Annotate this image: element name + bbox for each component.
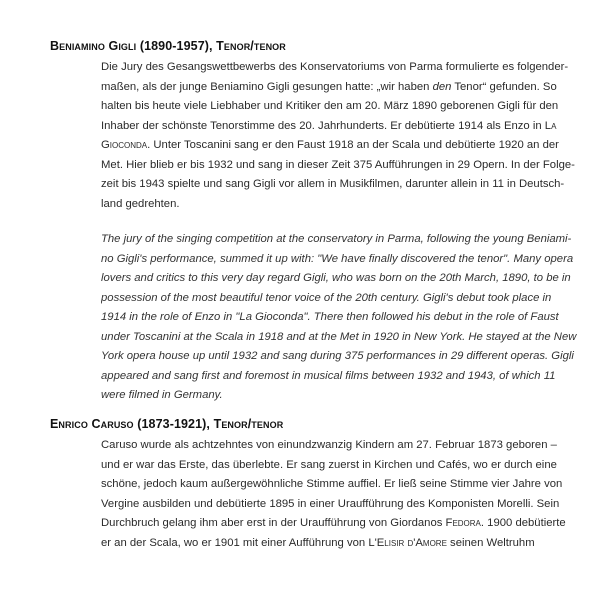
section-gigli (0, 38, 600, 406)
opera-title: Gioconda (101, 139, 148, 151)
english-biography (101, 230, 583, 406)
opera-title: L'Elisir d'Amore (368, 536, 447, 549)
text-line: York opera house up until 1932 and sang during 375 performances in 29 different operas. Gigli (101, 350, 574, 362)
text-line: halten bis heute viele Liebhaber und Kritiker den am 20. März 1890 geborenen Gigli für den (101, 100, 559, 112)
text-line: zeit bis 1943 spielte und sang Gigli vor allem in Musikfilmen, darunter allein in 11 in Deutsch- (101, 178, 565, 190)
text-line: land gedrehten. (101, 197, 180, 210)
section-heading (50, 416, 590, 432)
german-biography (101, 436, 583, 553)
text-line: Vergine ausbilden und debütierte 1895 in einer Uraufführung des Komponisten Morelli. Sein (101, 497, 560, 510)
emphasis-text: den (432, 80, 452, 93)
text-line (101, 136, 583, 156)
artist-role: Tenor/tenor (216, 39, 286, 53)
opera-title: Fedora (445, 517, 481, 529)
german-biography (101, 58, 583, 214)
text-fragment: . Unter Toscanini sang er den Faust 1918 an der Scala und debütierte 1920 an der (147, 139, 559, 151)
text-fragment: . 1900 debütierte (480, 517, 566, 529)
text-fragment: Durchbruch gelang ihm aber erst in der Uraufführung von Giordanos (101, 517, 446, 529)
text-line: 1914 in the role of Enzo in "La Gioconda". There then followed his debut in the role of Faust (101, 311, 559, 323)
artist-dates: (1873-1921), (137, 417, 210, 431)
text-line: Met. Hier blieb er bis 1932 und sang in dieser Zeit 375 Aufführungen in 29 Opern. In der Folge- (101, 158, 575, 171)
opera-title: La (544, 119, 557, 132)
text-line (101, 78, 583, 98)
text-line: appeared and sang first and foremost in musical films between 1932 and 1943, of which 11 (101, 369, 556, 382)
text-line: schöne, jedoch kaum außergewöhnliche Stimme auffiel. Er ließ seine Stimme vier Jahre von (101, 478, 563, 490)
text-fragment: er an der Scala, wo er 1901 mit einer Aufführung von (101, 536, 369, 549)
artist-dates: (1890-1957), (139, 39, 213, 53)
text-line: The jury of the singing competition at the conservatory in Parma, following the young Beniami- (101, 233, 572, 245)
text-line: no Gigli's performance, summed it up with: "We have finally discovered the tenor". Many opera (101, 252, 574, 265)
text-fragment: Inhaber der schönste Tenorstimme des 20. Jahrhunderts. Er debütierte 1914 als Enzo in (101, 119, 545, 132)
artist-name: Enrico Caruso (50, 417, 134, 431)
text-line: und er war das Erste, das überlebte. Er sang zuerst in Kirchen und Cafés, wo er durch eine (101, 458, 557, 471)
section-caruso (0, 416, 600, 553)
text-line: Die Jury des Gesangswettbewerbs des Konservatoriums von Parma formulierte es folgender- (101, 61, 569, 73)
text-line: lovers and critics to this very day regard Gigli, who was born on the 20th March, 1890, to be in (101, 272, 571, 284)
text-line: were filmed in Germany. (101, 389, 223, 401)
text-line: possession of the most beautiful tenor voice of the 20th century. Gigli's debut took place in (101, 291, 552, 304)
text-line (101, 514, 583, 534)
artist-name: Beniamino Gigli (50, 39, 137, 53)
artist-role: Tenor/tenor (213, 417, 284, 431)
text-fragment: seinen Weltruhm (446, 536, 535, 549)
text-fragment: Tenor“ gefunden. So (451, 80, 557, 93)
text-fragment: maßen, als der junge Beniamino Gigli gesungen hatte: „wir haben (101, 80, 433, 93)
text-line: Caruso wurde als achtzehntes von einundzwanzig Kindern am 27. Februar 1873 geboren – (101, 439, 557, 451)
text-line (101, 117, 583, 137)
text-line: under Toscanini at the Scala in 1918 and at the Met in 1920 in New York. He stayed at the New (101, 330, 577, 343)
text-line (101, 534, 583, 554)
section-heading (50, 38, 590, 54)
